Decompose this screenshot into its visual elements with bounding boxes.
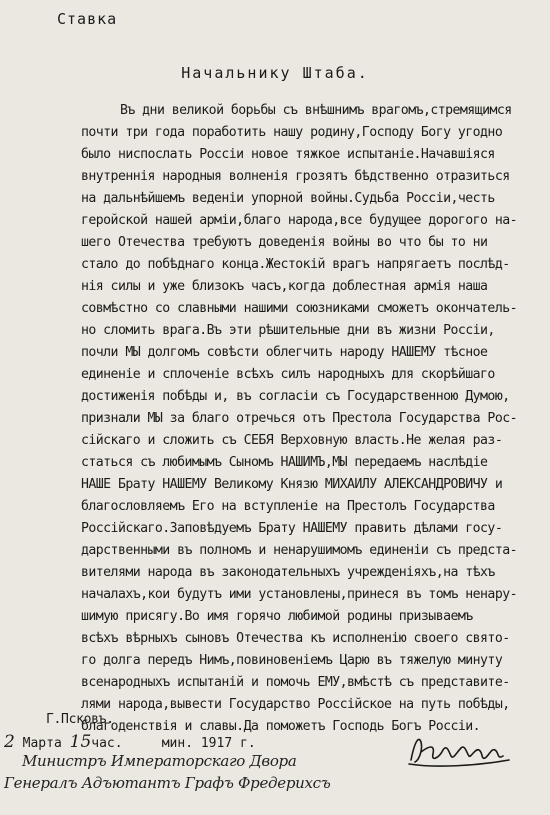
body-line: нія силы и уже близокъ часъ,когда доблестная армія наша bbox=[81, 279, 488, 294]
body-line: шего Отечества требуютъ доведенія войны во что бы то ни bbox=[81, 235, 488, 250]
body-line: но сломить врага.Въ эти рѣшительные дни въ жизни Россіи, bbox=[81, 323, 495, 338]
body-line: благоденствія и славы.Да поможетъ Господь Богъ Россіи. bbox=[81, 719, 481, 734]
body-line: признали МЫ за благо отречься отъ Престола Государства Рос- bbox=[81, 411, 517, 426]
body-line: го долга передъ Нимъ,повиновеніемъ Царю въ тяжелую минуту bbox=[81, 653, 503, 668]
body-line: Въ дни великой борьбы съ внѣшнимъ врагомъ,стремящимся bbox=[120, 103, 512, 118]
body-line: геройской нашей арміи,благо народа,все будущее дорогого на- bbox=[81, 213, 517, 228]
body-line: статься съ любимымъ Сыномъ НАШИМЪ,МЫ передаемъ наслѣдіе bbox=[81, 455, 488, 470]
body-line: Россійскаго.Заповѣдуемъ Брату НАШЕМУ править дѣлами госу- bbox=[81, 521, 503, 536]
date-year: 1917 г. bbox=[200, 736, 256, 751]
body-line: совмѣстно со славными нашими союзниками сможетъ окончатель- bbox=[81, 301, 517, 316]
countersignature-line-2: Генералъ Адъютантъ Графъ Фредерихсъ bbox=[4, 774, 331, 792]
countersignature-line-1: Министръ Императорскаго Двора bbox=[22, 752, 297, 770]
body-line: вителями народа въ законодательныхъ учрежденіяхъ,на тѣхъ bbox=[81, 565, 495, 580]
body-line: стало до побѣднаго конца.Жестокій врагъ напрягаетъ послѣд- bbox=[81, 257, 510, 272]
body-line: дарственными въ полномъ и ненарушимомъ единеніи съ предста- bbox=[81, 543, 517, 558]
body-line: на дальнѣйшемъ веденіи упорной войны.Судьба Россіи,честь bbox=[81, 191, 495, 206]
date-hour-unit: час. bbox=[91, 736, 123, 751]
body-line: НАШЕ Брату НАШЕМУ Великому Князю МИХАИЛУ АЛЕКСАНДРОВИЧУ и bbox=[81, 477, 503, 492]
handwritten-signature bbox=[405, 730, 515, 770]
body-line: внутреннія народныя волненія грозятъ бѣдственно отразиться bbox=[81, 169, 510, 184]
body-line: достиженія побѣды и, въ согласіи съ Государственною Думою, bbox=[81, 389, 510, 404]
date-day: 2 bbox=[4, 732, 15, 752]
body-line: единеніе и сплоченіе всѣхъ силъ народныхъ для скорѣйшаго bbox=[81, 367, 495, 382]
body-line: лями народа,вывести Государство Россійское на путь побѣды, bbox=[81, 697, 510, 712]
body-line: благословляемъ Его на вступленіе на Престолъ Государства bbox=[81, 499, 495, 514]
body-line: почти три года поработить нашу родину,Господу Богу угодно bbox=[81, 125, 503, 140]
date-line bbox=[4, 732, 256, 752]
body-line: почли МЫ долгомъ совѣсти облегчить народу НАШЕМУ тѣсное bbox=[81, 345, 488, 360]
addressee-title: Начальнику Штаба. bbox=[181, 64, 369, 82]
body-line: было ниспослать Россіи новое тяжкое испытаніе.Начавшіяся bbox=[81, 147, 495, 162]
header-stavka: Ставка bbox=[57, 10, 118, 28]
place-of-signing: Г.Псковъ. bbox=[46, 712, 114, 727]
body-line: всенародныхъ испытаній и помочь ЕМУ,вмѣстѣ съ представите- bbox=[81, 675, 510, 690]
date-minute-unit: мин. bbox=[161, 736, 194, 751]
date-hour: 15 bbox=[69, 732, 92, 752]
body-line: всѣхъ вѣрныхъ сыновъ Отечества къ исполненію своего свято- bbox=[81, 631, 510, 646]
body-line: началахъ,кои будутъ ими установлены,принеся въ томъ ненару- bbox=[81, 587, 517, 602]
date-month: Марта bbox=[22, 736, 62, 751]
body-line: шимую присягу.Во имя горячо любимой родины призываемъ bbox=[81, 609, 473, 624]
body-line: сійскаго и сложить съ СЕБЯ Верховную власть.Не желая раз- bbox=[81, 433, 503, 448]
